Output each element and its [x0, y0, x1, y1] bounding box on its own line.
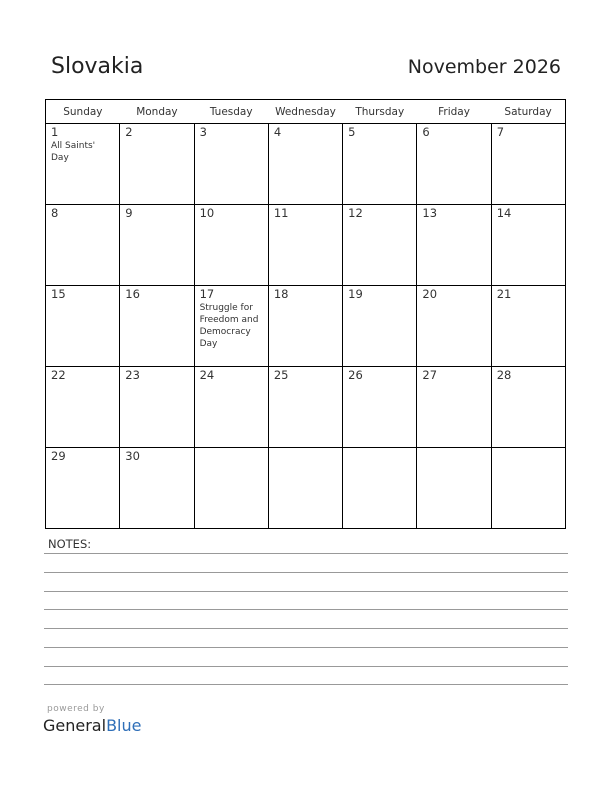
brand-blue: Blue [106, 716, 142, 735]
day-number: 6 [422, 125, 430, 139]
day-number: 10 [199, 206, 215, 220]
day-cell [46, 367, 120, 448]
day-number: 2 [125, 125, 133, 139]
day-cell [268, 286, 342, 367]
weekday-friday: Friday [417, 100, 491, 124]
empty-day-cell [268, 448, 342, 529]
day-cell [491, 124, 565, 205]
day-cell [268, 205, 342, 286]
weekday-thursday: Thursday [343, 100, 417, 124]
powered-by-text: powered by [47, 704, 105, 714]
week-row [46, 205, 566, 286]
notes-line [44, 666, 568, 667]
week-row [46, 367, 566, 448]
day-cell [417, 124, 491, 205]
day-cell [491, 286, 565, 367]
day-number: 1 [51, 125, 59, 139]
day-cell [46, 286, 120, 367]
notes-line [44, 628, 568, 629]
day-cell [120, 124, 194, 205]
calendar-grid [45, 99, 566, 529]
day-number: 8 [51, 206, 59, 220]
day-cell [268, 367, 342, 448]
weekday-monday: Monday [120, 100, 194, 124]
weekday-wednesday: Wednesday [268, 100, 342, 124]
day-number: 30 [125, 449, 140, 463]
week-row [46, 124, 566, 205]
day-cell [194, 286, 268, 367]
day-number: 9 [125, 206, 133, 220]
day-number: 4 [273, 125, 282, 139]
generalblue-logo [43, 716, 141, 735]
day-number: 22 [51, 368, 66, 382]
week-row [46, 448, 566, 529]
day-cell [46, 124, 120, 205]
day-number: 20 [422, 287, 438, 301]
notes-line [44, 591, 568, 592]
day-number: 26 [348, 368, 363, 382]
day-number: 14 [496, 206, 512, 220]
day-cell [417, 205, 491, 286]
empty-day-cell [343, 448, 417, 529]
day-cell [343, 205, 417, 286]
day-cell [46, 205, 120, 286]
day-number: 23 [125, 368, 140, 382]
country-title: Slovakia [51, 54, 144, 79]
day-cell [417, 367, 491, 448]
day-cell [120, 367, 194, 448]
day-number: 28 [496, 368, 512, 382]
day-number: 21 [496, 287, 512, 301]
day-number: 7 [496, 125, 505, 139]
day-cell [120, 448, 194, 529]
day-cell [343, 124, 417, 205]
weekday-tuesday: Tuesday [194, 100, 268, 124]
day-cell [46, 448, 120, 529]
day-cell [268, 124, 342, 205]
day-cell [343, 367, 417, 448]
day-number: 16 [125, 287, 140, 301]
month-year-title: November 2026 [407, 56, 561, 78]
day-number: 18 [273, 287, 289, 301]
holiday-label: All Saints' Day [51, 141, 96, 163]
day-number: 5 [348, 125, 356, 139]
day-number: 19 [348, 287, 363, 301]
day-number: 3 [199, 125, 207, 139]
day-number: 11 [273, 206, 289, 220]
notes-line [44, 553, 568, 554]
day-number: 27 [422, 368, 438, 382]
day-number: 24 [199, 368, 215, 382]
weekday-sunday: Sunday [46, 100, 120, 124]
day-cell [120, 286, 194, 367]
day-cell [491, 205, 565, 286]
notes-line [44, 647, 568, 648]
week-row [46, 286, 566, 367]
empty-day-cell [417, 448, 491, 529]
day-cell [343, 286, 417, 367]
empty-day-cell [194, 448, 268, 529]
empty-day-cell [491, 448, 565, 529]
brand-general: General [43, 716, 107, 735]
day-cell [417, 286, 491, 367]
notes-line [44, 609, 568, 610]
day-number: 25 [273, 368, 289, 382]
day-number: 12 [348, 206, 363, 220]
day-number: 17 [199, 287, 215, 301]
day-cell [491, 367, 565, 448]
day-number: 13 [422, 206, 438, 220]
day-cell [194, 205, 268, 286]
day-cell [194, 367, 268, 448]
day-cell [194, 124, 268, 205]
notes-label: NOTES: [48, 537, 92, 551]
day-number: 15 [51, 287, 66, 301]
day-number: 29 [51, 449, 66, 463]
notes-line [44, 684, 568, 685]
holiday-label: Struggle for Freedom and Democracy Day [199, 303, 259, 349]
weekday-header-row [46, 100, 566, 124]
weekday-saturday: Saturday [491, 100, 565, 124]
notes-line [44, 572, 568, 573]
day-cell [120, 205, 194, 286]
